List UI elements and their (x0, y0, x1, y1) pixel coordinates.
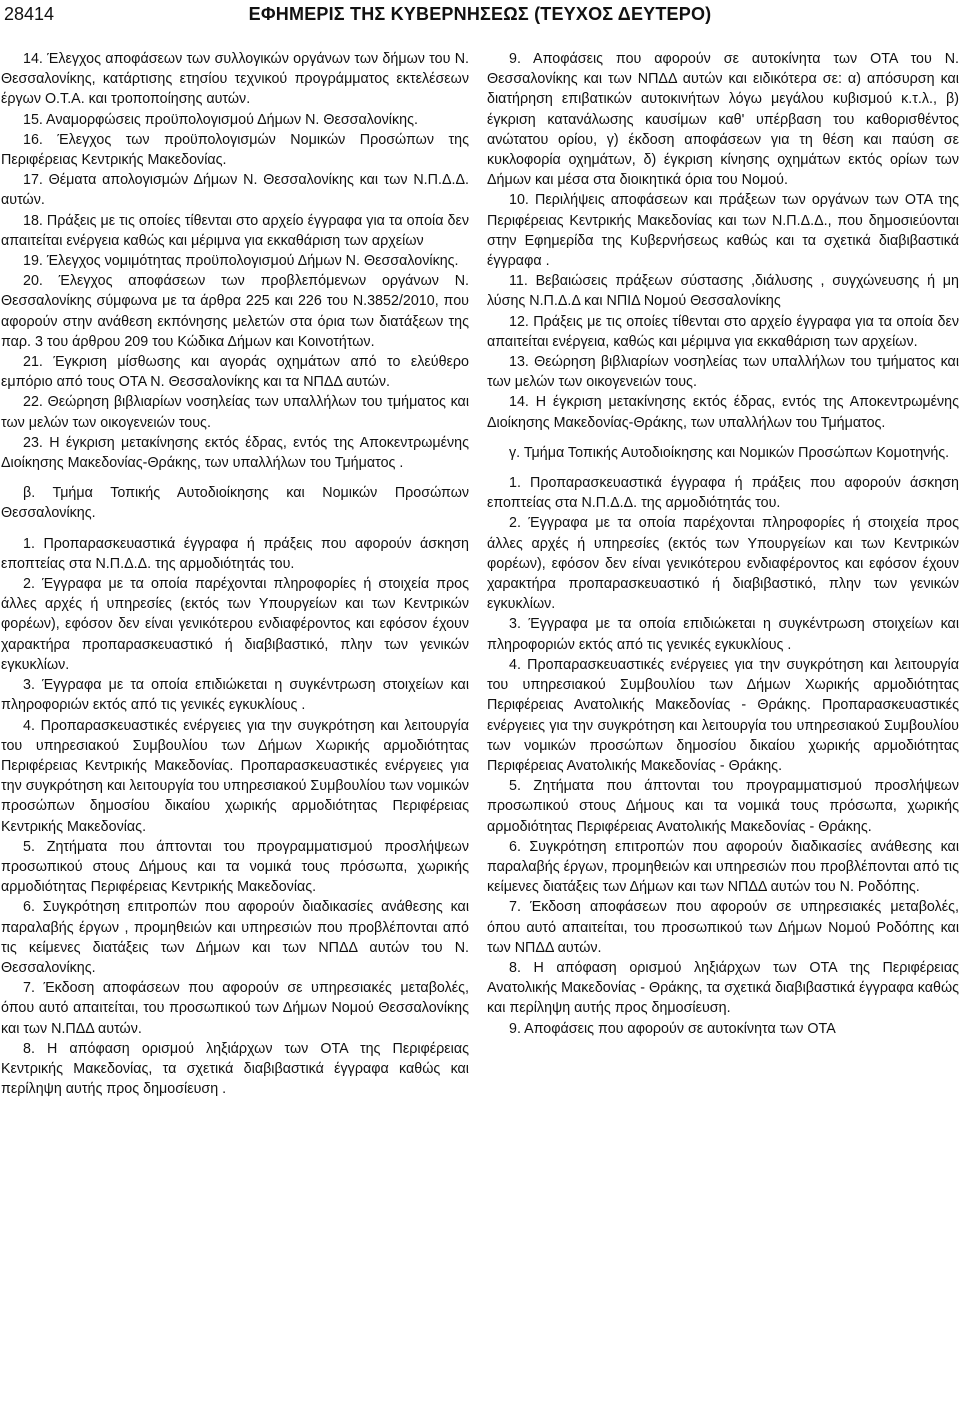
gazette-title: ΕΦΗΜΕΡΙΣ ΤΗΣ ΚΥΒΕΡΝΗΣΕΩΣ (ΤΕΥΧΟΣ ΔΕΥΤΕΡΟ) (248, 4, 712, 24)
paragraph: 16. Έλεγχος των προϋπολογισμών Νομικών Προσώπων της Περιφέρειας Κεντρικής Μακεδονίας. (1, 131, 469, 169)
paragraph: 5. Ζητήματα που άπτονται του προγραμματισμού προσλήψεων προσωπικού στους Δήμους και τα νομικά τους πρόσωπα, χωρικής αρμοδιότητας Περιφέρειας Ανατολικής Μακεδονίας - Θράκης. (487, 778, 959, 835)
paragraph: 20. Έλεγχος αποφάσεων των προβλεπόμενων οργάνων Ν. Θεσσαλονίκης σύμφωνα με τα άρθρα 225 και 226 του Ν.3852/2010, που αφορούν στην ανάθεση εκπόνησης μελετών στα όρια των διατάξεων της παρ. 3 του άρθρου 209 του Κώδικα Δήμων και Κοινοτήτων. (1, 273, 469, 350)
paragraph: 23. Η έγκριση μετακίνησης εκτός έδρας, εντός της Αποκεντρωμένης Διοίκησης Μακεδονίας-Θράκης, των υπαλλήλων του Τμήματος . (1, 434, 469, 472)
paragraph: 4. Προπαρασκευαστικές ενέργειες για την συγκρότηση και λειτουργία του υπηρεσιακού Συμβουλίου των Δήμων Χωρικής αρμοδιότητας Περιφέρειας Ανατολικής Μακεδονίας - Θράκης. Προπαρασκευαστικές ενέργειες για την συγκρότηση και λειτουργία του υπηρεσιακού Συμβουλίου των νομικών προσώπων δημοσίου δικαίου χωρικής αρμοδιότητας Περιφέρειας Ανατολικής Μακεδονίας - Θράκης. (487, 656, 959, 774)
paragraph: 14. Η έγκριση μετακίνησης εκτός έδρας, εντός της Αποκεντρωμένης Διοίκησης Μακεδονίας-Θράκης, των υπαλλήλων του Τμήματος. (487, 394, 959, 431)
paragraph: 7. Έκδοση αποφάσεων που αφορούν σε υπηρεσιακές μεταβολές, όπου αυτό απαιτείται, του προσωπικού των Δήμων Νομού Ροδόπης και των ΝΠΔΔ αυτών. (487, 899, 959, 956)
paragraph: 9. Αποφάσεις που αφορούν σε αυτοκίνητα των ΟΤΑ του Ν. Θεσσαλονίκης και των ΝΠΔΔ αυτών και ειδικότερα σε: α) απόσυρση και διατήρηση επιβατικών αυτοκινήτων λόγω μεγάλου κυβισμού κ.τ.λ., β) έγκριση κατανάλωσης καυσίμων καθ' υπέρβαση του καθορισθέντος ανώτατου ορίου, γ) έκδοση αποφάσεων για τη θέση και παύση σε κυκλοφορία οχημάτων, δ) έγκριση κίνησης οχημάτων εκτός ορίων των Δήμων και μέσα στα διοικητικά όρια του Νομού. (487, 51, 959, 189)
paragraph: 17. Θέματα απολογισμών Δήμων Ν. Θεσσαλονίκης και των Ν.Π.Δ.Δ. αυτών. (1, 172, 469, 209)
left-column (1, 49, 469, 1099)
section-heading: γ. Τμήμα Τοπικής Αυτοδιοίκησης και Νομικών Προσώπων Κομοτηνής. (509, 444, 950, 461)
paragraph: 2. Έγγραφα με τα οποία παρέχονται πληροφορίες ή στοιχεία προς άλλες αρχές ή υπηρεσίες (εκτός των Υπουργείων και των Κεντρικών φορέων), εφόσον δεν είναι γενικότερου ενδιαφέροντος και εφόσον έχουν χαρακτήρα προπαρασκευαστικό ή διαβιβαστικό, πλην των γενικών εγκυκλίων. (1, 576, 469, 673)
paragraph: 8. Η απόφαση ορισμού ληξιάρχων των ΟΤΑ της Περιφέρειας Ανατολικής Μακεδονίας - Θράκης, τα σχετικά διαβιβαστικά έγγραφα καθώς και περίληψη αυτής προς δημοσίευση. (487, 959, 959, 1017)
paragraph: 4. Προπαρασκευαστικές ενέργειες για την συγκρότηση και λειτουργία του υπηρεσιακού Συμβουλίου των Δήμων Χωρικής αρμοδιότητας Περιφέρειας Κεντρικής Μακεδονίας. Προπαρασκευαστικές ενέργειες για την συγκρότηση και λειτουργία του υπηρεσιακού Συμβουλίου των νομικών προσώπων δημοσίου δικαίου χωρικής αρμοδιότητας Περιφέρειας Κεντρικής Μακεδονίας. (1, 717, 469, 835)
paragraph: 3. Έγγραφα με τα οποία επιδιώκεται η συγκέντρωση στοιχείων και πληροφοριών εκτός από τις γενικές εγκυκλίους . (487, 616, 959, 653)
paragraph: 22. Θεώρηση βιβλιαρίων νοσηλείας των υπαλλήλων του τμήματος και των μελών των οικογενειών τους. (1, 394, 469, 431)
paragraph: 12. Πράξεις με τις οποίες τίθενται στο αρχείο έγγραφα για τα οποία δεν απαιτείται ενέργεια, καθώς και μέριμνα για εκκαθάριση των αρχείων. (487, 313, 959, 350)
paragraph: 5. Ζητήματα που άπτονται του προγραμματισμού προσλήψεων προσωπικού στους Δήμους και τα νομικά τους πρόσωπα, χωρικής αρμοδιότητας Περιφέρειας Κεντρικής Μακεδονίας. (1, 838, 469, 896)
page-number: 28414 (4, 4, 55, 24)
paragraph: 2. Έγγραφα με τα οποία παρέχονται πληροφορίες ή στοιχεία προς άλλες αρχές ή υπηρεσίες (εκτός των Υπουργείων και των Κεντρικών φορέων), εφόσον δεν είναι γενικότερου ενδιαφέροντος και εφόσον έχουν χαρακτήρα προπαρασκευαστικό ή διαβιβαστικό, πλην των γενικών εγκυκλίων. (487, 515, 959, 613)
paragraph: 3. Έγγραφα με τα οποία επιδιώκεται η συγκέντρωση στοιχείων και πληροφοριών εκτός από τις γενικές εγκυκλίους . (1, 677, 469, 714)
paragraph: 11. Βεβαιώσεις πράξεων σύστασης ,διάλυσης , συγχώνευσης ή μη λύσης Ν.Π.Δ.Δ και ΝΠΙΔ Νομού Θεσσαλονίκης (487, 273, 959, 310)
paragraph: 14. Έλεγχος αποφάσεων των συλλογικών οργάνων των δήμων του Ν. Θεσσαλονίκης, κατάρτισης ετησίου τεχνικού προγράμματος εκτελέσεων έργων Ο.Τ.Α. και τροποποίησης αυτών. (1, 51, 469, 108)
paragraph: 7. Έκδοση αποφάσεων που αφορούν σε υπηρεσιακές μεταβολές, όπου αυτό απαιτείται, του προσωπικού των Δήμων Νομού Θεσσαλονίκης και των Ν.ΠΔΔ αυτών. (1, 980, 469, 1037)
paragraph: 21. Έγκριση μίσθωσης και αγοράς οχημάτων από το ελεύθερο εμπόριο από τους ΟΤΑ Ν. Θεσσαλονίκης και τα ΝΠΔΔ αυτών. (1, 354, 469, 391)
paragraph: 8. Η απόφαση ορισμού ληξιάρχων των ΟΤΑ της Περιφέρειας Κεντρικής Μακεδονίας, τα σχετικά διαβιβαστικά έγγραφα καθώς και περίληψη αυτής προς δημοσίευση . (1, 1040, 469, 1098)
paragraph: 10. Περιλήψεις αποφάσεων και πράξεων των οργάνων των ΟΤΑ της Περιφέρειας Κεντρικής Μακεδονίας και των Ν.Π.Δ.Δ., που δημοσιεύονται στην Εφημερίδα της Κυβερνήσεως καθώς και τα σχετικά διαβιβαστικά έγγραφα . (487, 192, 959, 270)
paragraph: 6. Συγκρότηση επιτροπών που αφορούν διαδικασίες ανάθεσης και παραλαβής έργων, προμηθειών και υπηρεσιών που προβλέπονται από τις κείμενες διατάξεις των Δήμων και των ΝΠΔΔ αυτών του Ν. Ροδόπης. (487, 838, 959, 896)
page-header (0, 0, 960, 36)
paragraph: 1. Προπαρασκευαστικά έγγραφα ή πράξεις που αφορούν άσκηση εποπτείας στα Ν.Π.Δ.Δ. της αρμοδιότητάς του. (1, 535, 469, 572)
paragraph: 15. Αναμορφώσεις προϋπολογισμού Δήμων Ν. Θεσσαλονίκης. (23, 111, 418, 128)
paragraph: 6. Συγκρότηση επιτροπών που αφορούν διαδικασίες ανάθεσης και παραλαβής έργων , προμηθειών και υπηρεσιών που προβλέπονται από τις κείμενες διατάξεις των Δήμων και των ΝΠΔΔ αυτών του Ν. Θεσσαλονίκης. (1, 899, 469, 976)
paragraph: 13. Θεώρηση βιβλιαρίων νοσηλείας των υπαλλήλων του τμήματος και των μελών των οικογενειών τους. (487, 354, 959, 391)
paragraph: 19. Έλεγχος νομιμότητας προϋπολογισμού Δήμων Ν. Θεσσαλονίκης. (23, 253, 459, 270)
paragraph: 9. Αποφάσεις που αφορούν σε αυτοκίνητα των ΟΤΑ (509, 1020, 836, 1037)
paragraph: 18. Πράξεις με τις οποίες τίθενται στο αρχείο έγγραφα για τα οποία δεν απαιτείται ενέργεια καθώς και μέριμνα για εκκαθάριση των αρχείων (1, 212, 469, 249)
paragraph: 1. Προπαρασκευαστικά έγγραφα ή πράξεις που αφορούν άσκηση εποπτείας στα Ν.Π.Δ.Δ. της αρμοδιότητάς του. (487, 475, 959, 512)
section-heading: β. Τμήμα Τοπικής Αυτοδιοίκησης και Νομικών Προσώπων Θεσσαλονίκης. (1, 485, 469, 522)
right-column (487, 49, 959, 1039)
